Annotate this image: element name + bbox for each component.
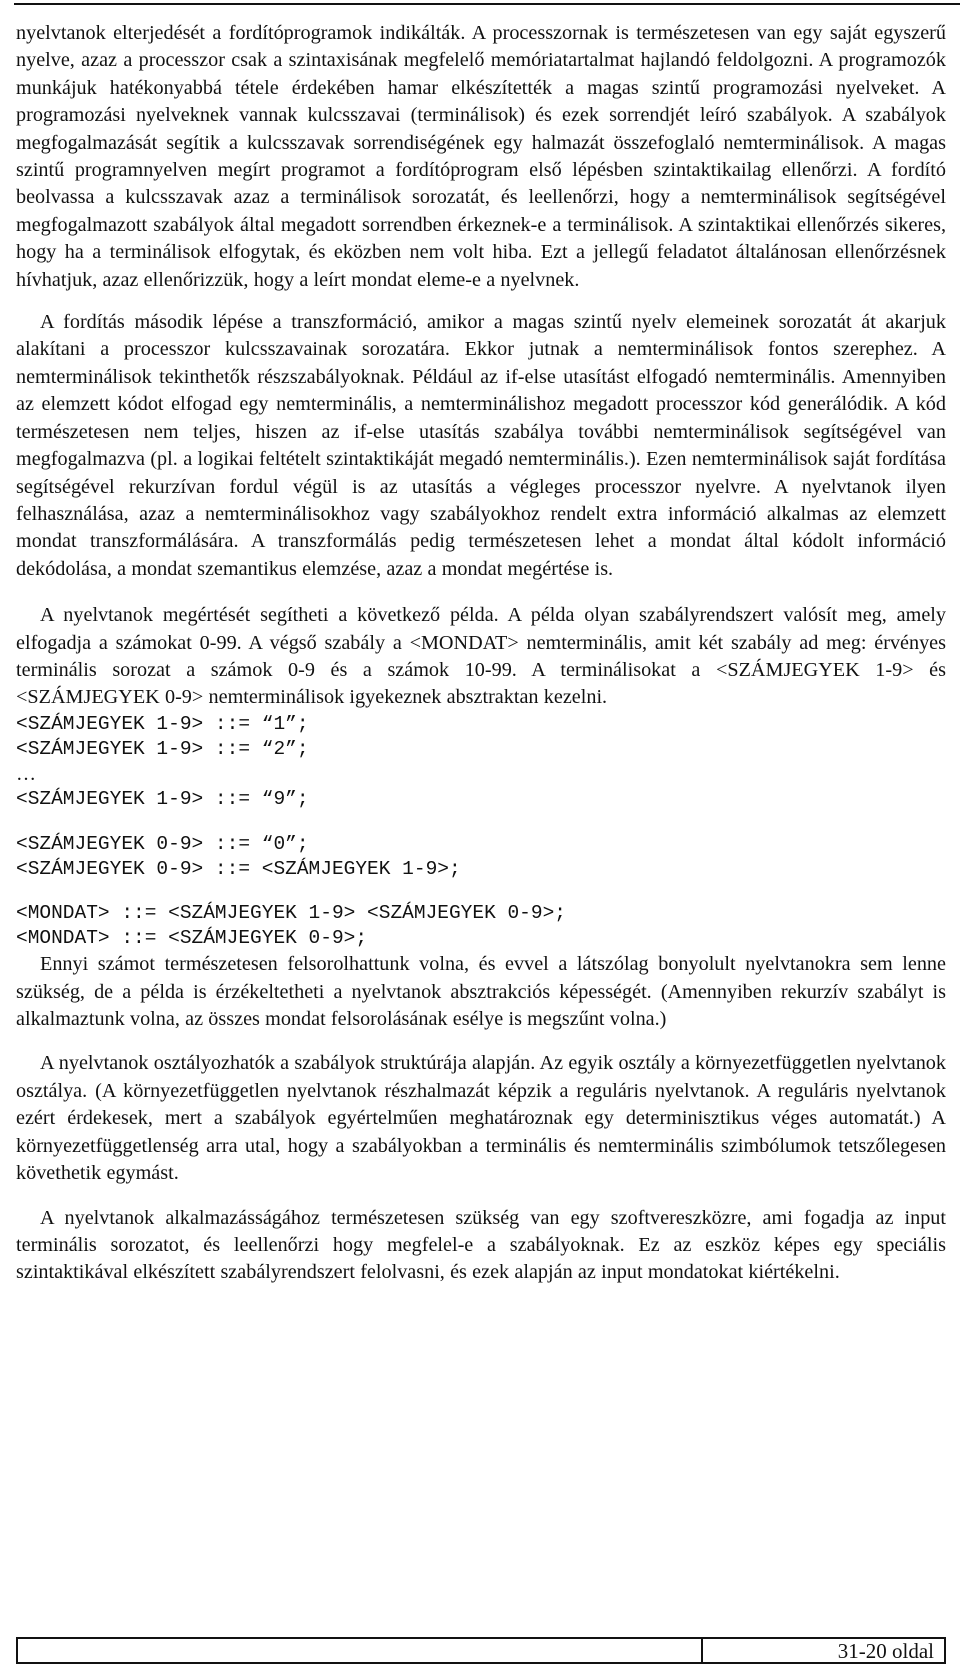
grammar-rule: <SZÁMJEGYEK 1-9> ::= “2”;: [16, 737, 309, 760]
paragraph-2: A fordítás második lépése a transzformáció, amikor a magas szintű nyelv elemeinek sorozatát át akarjuk alakítani a processzor kulcsszavainak sorozatára. Ekkor jutnak a nemterminálisok fontos szerephez. A nemterminálisok tekinthetők részszabályoknak. Például az if-else utasítást elfogadó nemterminális. Amennyiben az elemzett kódot elfogad egy nemterminális, a nemterminálishoz megadott processzor kód generálódik. A kód természetesen nem teljes, hiszen az if-else utasítás szabálya további nemterminálisok segítségével van megfogalmazva (pl. a logikai feltételt szintaktikáját megadó nemterminális.). Ezen nemterminálisok saját fordítása segítségével rekurzívan fordul végül is az utasítás a végleges processzor nyelvre. A nyelvtanok ilyen felhasználása, azaz a nemterminálisokhoz vagy szabályokhoz rendelt extra információ alkalmas az elemzett mondat transzformálására. A transzformálás pedig természetesen lehet a mondat által kódolt információ dekódolása, a mondat szemantikus elemzése, azaz a mondat megértése is.: [16, 311, 946, 580]
grammar-example: [16, 712, 946, 952]
paragraph-6: A nyelvtanok alkalmazásságához természetesen szükség van egy szoftvereszközre, ami fogadja az input terminális sorozatot, és leellenőrzi hogy megfelel-e a szabályoknak. Ez az eszköz képes egy speciális szintaktikával elkészített szabályrendszert felolvasni, és ezek alapján az input mondatokat kiértékelni.: [16, 1206, 946, 1284]
footer-divider: [701, 1639, 703, 1662]
page-footer: [16, 1637, 946, 1664]
document-body: [16, 20, 946, 1287]
grammar-rule: <SZÁMJEGYEK 0-9> ::= <SZÁMJEGYEK 1-9>;: [16, 857, 461, 880]
paragraph-1: nyelvtanok elterjedését a fordítóprogramok indikálták. A processzornak is természetesen van egy saját egyszerű nyelve, azaz a processzor csak a szintaxisának megfelelő memóriatartalmat hajlandó feldolgozni. A programozók munkájuk hatékonyabbá tétele érdekében hamar elkészítették a magas szintű programozási nyelveket. A programozási nyelveknek vannak kulcsszavai (terminálisok) és ezek sorrendjét leíró szabályok. A szabályok megfogalmazását segítik a kulcsszavak sorrendiségének egy halmazát összefoglaló nemterminálisok. A magas szintű programnyelven megírt programot a fordítóprogram első lépésben szintaktikailag ellenőrzi. A fordító beolvassa a kulcsszavak azaz a terminálisok sorozatát, és leellenőrzi, hogy a nemterminálisok segítségével megfogalmazott szabályok által megadott sorrendben érkeznek-e a terminálisok. A szintaktikai ellenőrzés sikeres, hogy ha a terminálisok elfogytak, és eközben nem volt hiba. Ezt a jellegű feladatot általánosan ellenőrzésnek hívhatjuk, azaz ellenőrizzük, hogy a leírt mondat eleme-e a nyelvnek.: [16, 22, 946, 291]
grammar-rule: <MONDAT> ::= <SZÁMJEGYEK 0-9>;: [16, 927, 368, 950]
blank-line: [16, 882, 946, 901]
page-number: 31-20 oldal: [837, 1639, 934, 1663]
grammar-rule: <SZÁMJEGYEK 0-9> ::= “0”;: [16, 832, 309, 855]
header-rule: [14, 3, 960, 5]
paragraph-4: Ennyi számot természetesen felsorolhattunk volna, és evvel a látszólag bonyolult nyelvtanokra sem lenne szükség, de a példa is érzékeltetheti a nyelvtanok absztrakciós képességét. (Amennyiben rekurzív szabályt is alkalmaztunk volna, az összes mondat felsorolásának esélye is megszűnt volna.): [16, 953, 946, 1031]
grammar-ellipsis: …: [16, 763, 36, 786]
grammar-rule: <SZÁMJEGYEK 1-9> ::= “9”;: [16, 788, 309, 811]
grammar-rule: <SZÁMJEGYEK 1-9> ::= “1”;: [16, 712, 309, 735]
grammar-rule: <MONDAT> ::= <SZÁMJEGYEK 1-9> <SZÁMJEGYEK 0-9>;: [16, 901, 566, 924]
paragraph-3: A nyelvtanok megértését segítheti a következő példa. A példa olyan szabályrendszert valósít meg, amely elfogadja a számokat 0-99. A végső szabály a <MONDAT> nemterminális, amit két szabály ad meg: érvényes terminális sorozat a számok 0-9 és a számok 10-99. A terminálisokat a <SZÁMJEGYEK 1-9> és <SZÁMJEGYEK 0-9> nemterminálisok igyekeznek absztraktan kezelni.: [16, 604, 946, 709]
paragraph-5: A nyelvtanok osztályozhatók a szabályok struktúrája alapján. Az egyik osztály a környezetfüggetlen nyelvtanok osztálya. (A környezetfüggetlen nyelvtanok részhalmazát képzik a reguláris nyelvtanok. A reguláris nyelvtanok ezért érdekesek, mert a szabályok egyértelműen meghatároznak egy determinisztikus véges automatát.) A környezetfüggetlenség arra utal, hogy a szabályokban a terminális és nemterminális szimbólumok tetszőlegesen követhetik egymást.: [16, 1052, 946, 1185]
blank-line: [16, 813, 946, 832]
